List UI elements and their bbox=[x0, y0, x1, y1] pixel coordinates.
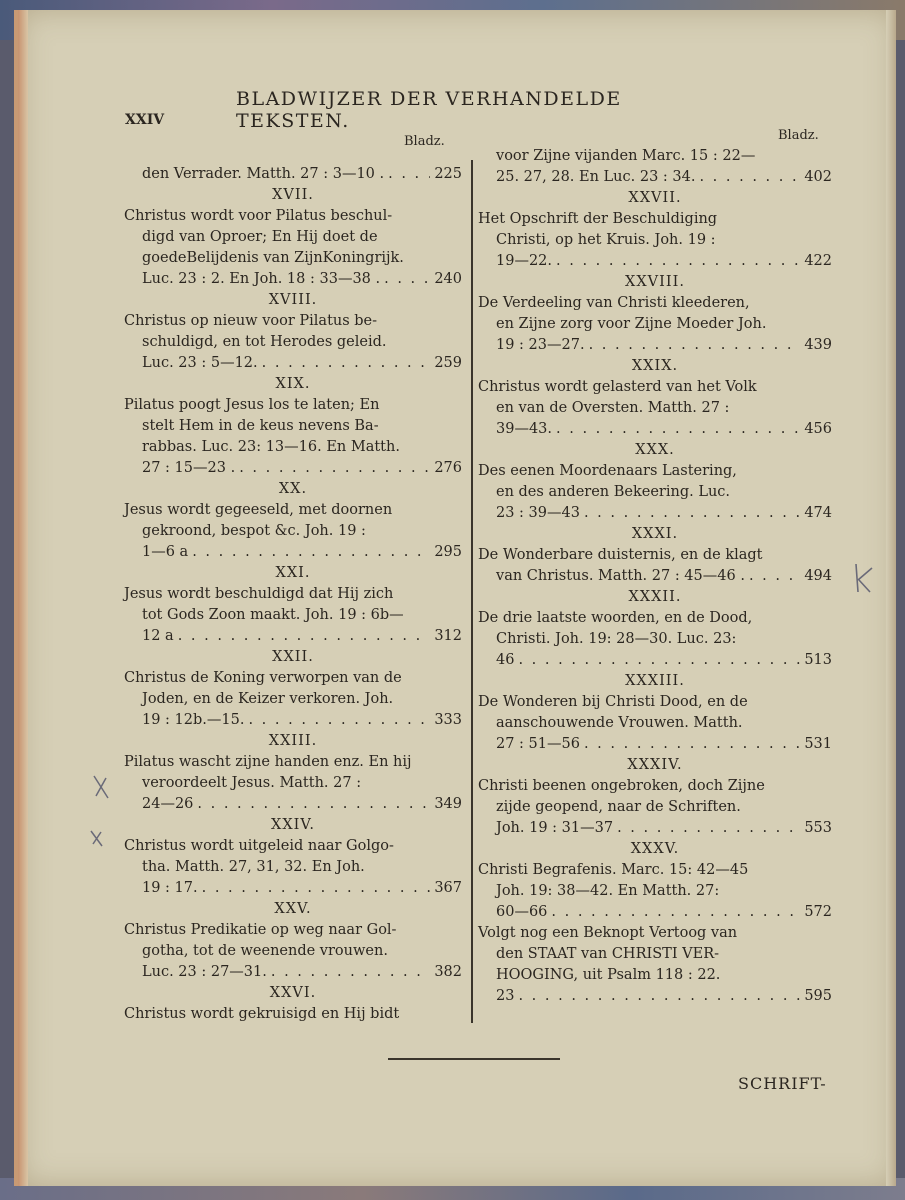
entry-line: Joden, en de Keizer verkoren. Joh. bbox=[142, 691, 394, 707]
entry-line: Christus wordt gelasterd van het Volk bbox=[478, 379, 757, 395]
entry-line: Christi Begrafenis. Marc. 15: 42—45 bbox=[478, 862, 749, 878]
dot-leader bbox=[617, 818, 800, 839]
entry-reference: 19 : 23—27. bbox=[496, 337, 585, 353]
entry-final-line bbox=[478, 251, 832, 272]
entry-line: en Zijne zorg voor Zijne Moeder Joh. bbox=[496, 316, 767, 332]
entry-line: De drie laatste woorden, en de Dood, bbox=[478, 610, 753, 626]
dot-leader bbox=[271, 962, 430, 983]
entry-line: Des eenen Moordenaars Lastering, bbox=[478, 463, 737, 479]
entry-page-number: 312 bbox=[434, 628, 462, 644]
entry-reference: 23 : 39—43 bbox=[496, 505, 580, 521]
entry-reference: Luc. 23 : 5—12. bbox=[142, 355, 258, 371]
section-numeral: XXXIII. bbox=[625, 673, 685, 689]
entry-line: en des anderen Bekeering. Luc. bbox=[496, 484, 731, 500]
entry-final-line bbox=[478, 167, 832, 188]
entry-line: schuldigd, en tot Herodes geleid. bbox=[142, 334, 387, 350]
page-edge-left bbox=[18, 10, 28, 1186]
entry-final-line bbox=[478, 986, 832, 1007]
section-numeral: XXX. bbox=[635, 442, 675, 458]
pencil-mark-x bbox=[90, 772, 112, 802]
right-column-heading: Bladz. bbox=[778, 128, 819, 143]
entry-page-number: 382 bbox=[434, 964, 462, 980]
section-numeral: XX. bbox=[278, 481, 308, 497]
section-numeral: XXIII. bbox=[268, 733, 318, 749]
entry-line: Joh. 19: 38—42. En Matth. 27: bbox=[496, 883, 720, 899]
entry-page-number: 456 bbox=[804, 421, 832, 437]
section-numeral: XVIII. bbox=[268, 292, 318, 308]
entry-reference: 46 bbox=[496, 652, 515, 668]
entry-line: Christus wordt voor Pilatus beschul- bbox=[124, 208, 393, 224]
entry-final-line bbox=[124, 458, 462, 479]
entry-line: aanschouwende Vrouwen. Matth. bbox=[496, 715, 743, 731]
section-numeral: XXXII. bbox=[628, 589, 682, 605]
entry-page-number: 553 bbox=[804, 820, 832, 836]
entry-line: Christus op nieuw voor Pilatus be- bbox=[124, 313, 378, 329]
page-title: BLADWIJZER DER VERHANDELDE TEKSTEN. bbox=[236, 88, 622, 132]
entry-page-number: 439 bbox=[804, 337, 832, 353]
entry-line: voor Zijne vijanden Marc. 15 : 22— bbox=[496, 148, 756, 164]
entry-reference: 60—66 bbox=[496, 904, 548, 920]
entry-line: gotha, tot de weenende vrouwen. bbox=[142, 943, 388, 959]
entry-line: Christus de Koning verworpen van de bbox=[124, 670, 402, 686]
entry-final-line bbox=[124, 794, 462, 815]
entry-page-number: 225 bbox=[434, 166, 462, 182]
entry-reference: 19—22. bbox=[496, 253, 553, 269]
entry-final-line bbox=[124, 164, 462, 185]
entry-reference: 23 bbox=[496, 988, 515, 1004]
footer-rule bbox=[388, 1058, 560, 1060]
entry-line: stelt Hem in de keus nevens Ba- bbox=[142, 418, 379, 434]
entry-page-number: 259 bbox=[434, 355, 462, 371]
dot-leader bbox=[262, 353, 431, 374]
entry-line: Het Opschrift der Beschuldiging bbox=[478, 211, 718, 227]
entry-line: Christi, op het Kruis. Joh. 19 : bbox=[496, 232, 716, 248]
dot-leader bbox=[551, 902, 800, 923]
section-numeral: XXXV. bbox=[630, 841, 680, 857]
section-numeral: XVII. bbox=[272, 187, 314, 203]
dot-leader bbox=[248, 710, 430, 731]
section-numeral: XIX. bbox=[275, 376, 311, 392]
dot-leader bbox=[384, 269, 430, 290]
entry-reference: Luc. 23 : 2. En Joh. 18 : 33—38 . bbox=[142, 271, 381, 287]
section-numeral: XXVI. bbox=[269, 985, 317, 1001]
entry-line: HOOGING, uit Psalm 118 : 22. bbox=[496, 967, 721, 983]
entry-final-line bbox=[124, 878, 462, 899]
dot-leader bbox=[584, 734, 800, 755]
dot-leader bbox=[556, 419, 800, 440]
entry-line: De Wonderen bij Christi Dood, en de bbox=[478, 694, 748, 710]
section-numeral: XXI. bbox=[275, 565, 311, 581]
entry-page-number: 531 bbox=[804, 736, 832, 752]
entry-line: Jesus wordt gegeeseld, met doornen bbox=[124, 502, 393, 518]
entry-final-line bbox=[124, 269, 462, 290]
entry-line: Pilatus wascht zijne handen enz. En hij bbox=[124, 754, 412, 770]
entry-final-line bbox=[478, 566, 832, 587]
entry-line: Pilatus poogt Jesus los te laten; En bbox=[124, 397, 380, 413]
entry-page-number: 276 bbox=[434, 460, 462, 476]
right-column bbox=[478, 146, 832, 1007]
dot-leader bbox=[192, 542, 430, 563]
section-numeral: XXVIII. bbox=[625, 274, 685, 290]
entry-line: goedeBelijdenis van ZijnKoningrijk. bbox=[142, 250, 404, 266]
entry-final-line bbox=[478, 419, 832, 440]
entry-line: Christus wordt uitgeleid naar Golgo- bbox=[124, 838, 394, 854]
page-edge-right bbox=[886, 10, 896, 1186]
entry-reference: 12 a bbox=[142, 628, 174, 644]
dot-leader bbox=[518, 986, 800, 1007]
entry-reference: den Verrader. Matth. 27 : 3—10 . bbox=[142, 166, 385, 182]
entry-line: Volgt nog een Beknopt Vertoog van bbox=[478, 925, 738, 941]
dot-leader bbox=[388, 164, 430, 185]
section-numeral: XXXIV. bbox=[627, 757, 683, 773]
entry-reference: 19 : 17. bbox=[142, 880, 198, 896]
entry-line: Christi. Joh. 19: 28—30. Luc. 23: bbox=[496, 631, 737, 647]
entry-final-line bbox=[124, 353, 462, 374]
dot-leader bbox=[556, 251, 800, 272]
entry-line: Christus Predikatie op weg naar Gol- bbox=[124, 922, 397, 938]
entry-line: De Verdeeling van Christi kleederen, bbox=[478, 295, 750, 311]
entry-line: Jesus wordt beschuldigd dat Hij zich bbox=[124, 586, 394, 602]
dot-leader bbox=[197, 794, 430, 815]
entry-page-number: 240 bbox=[434, 271, 462, 287]
book-page bbox=[14, 10, 896, 1186]
page-number: XXIV bbox=[125, 112, 165, 128]
entry-page-number: 494 bbox=[804, 568, 832, 584]
column-divider bbox=[471, 160, 473, 1023]
section-numeral: XXIX. bbox=[631, 358, 679, 374]
entry-reference: 1—6 a bbox=[142, 544, 189, 560]
entry-page-number: 402 bbox=[804, 169, 832, 185]
entry-line: tha. Matth. 27, 31, 32. En Joh. bbox=[142, 859, 365, 875]
entry-final-line bbox=[478, 650, 832, 671]
entry-final-line bbox=[478, 503, 832, 524]
dot-leader bbox=[178, 626, 431, 647]
dot-leader bbox=[589, 335, 801, 356]
entry-line: den STAAT van CHRISTI VER- bbox=[496, 946, 720, 962]
entry-reference: 24—26 bbox=[142, 796, 194, 812]
section-numeral: XXXI. bbox=[631, 526, 679, 542]
entry-line: tot Gods Zoon maakt. Joh. 19 : 6b— bbox=[142, 607, 404, 623]
entry-page-number: 367 bbox=[434, 880, 462, 896]
section-numeral: XXV. bbox=[274, 901, 312, 917]
left-column bbox=[124, 164, 462, 1025]
entry-line: De Wonderbare duisternis, en de klagt bbox=[478, 547, 763, 563]
section-numeral: XXVII. bbox=[628, 190, 682, 206]
entry-line: veroordeelt Jesus. Matth. 27 : bbox=[142, 775, 362, 791]
entry-page-number: 422 bbox=[804, 253, 832, 269]
entry-final-line bbox=[478, 734, 832, 755]
entry-line: Christi beenen ongebroken, doch Zijne bbox=[478, 778, 765, 794]
entry-page-number: 333 bbox=[434, 712, 462, 728]
entry-page-number: 474 bbox=[804, 505, 832, 521]
entry-final-line bbox=[124, 626, 462, 647]
entry-reference: 19 : 12b.—15. bbox=[142, 712, 245, 728]
entry-line: zijde geopend, naar de Schriften. bbox=[496, 799, 741, 815]
entry-reference: 27 : 15—23 . bbox=[142, 460, 236, 476]
entry-page-number: 349 bbox=[434, 796, 462, 812]
entry-final-line bbox=[124, 542, 462, 563]
left-column-heading: Bladz. bbox=[404, 134, 445, 149]
entry-reference: van Christus. Matth. 27 : 45—46 . bbox=[496, 568, 745, 584]
entry-page-number: 595 bbox=[804, 988, 832, 1004]
entry-reference: 25. 27, 28. En Luc. 23 : 34. bbox=[496, 169, 696, 185]
entry-final-line bbox=[124, 710, 462, 731]
dot-leader bbox=[749, 566, 800, 587]
section-numeral: XXII. bbox=[272, 649, 314, 665]
entry-line: gekroond, bespot &c. Joh. 19 : bbox=[142, 523, 366, 539]
entry-line: digd van Oproer; En Hij doet de bbox=[142, 229, 378, 245]
entry-reference: 39—43. bbox=[496, 421, 553, 437]
dot-leader bbox=[202, 878, 431, 899]
entry-reference: Luc. 23 : 27—31. bbox=[142, 964, 267, 980]
entry-final-line bbox=[478, 335, 832, 356]
pencil-mark-x bbox=[88, 828, 106, 850]
entry-reference: 27 : 51—56 bbox=[496, 736, 580, 752]
entry-final-line bbox=[478, 902, 832, 923]
entry-page-number: 295 bbox=[434, 544, 462, 560]
dot-leader bbox=[518, 650, 800, 671]
entry-page-number: 572 bbox=[804, 904, 832, 920]
dot-leader bbox=[239, 458, 430, 479]
entry-line: en van de Oversten. Matth. 27 : bbox=[496, 400, 730, 416]
entry-line: Christus wordt gekruisigd en Hij bidt bbox=[124, 1006, 400, 1022]
pencil-mark-check bbox=[848, 562, 876, 596]
entry-final-line bbox=[124, 962, 462, 983]
entry-page-number: 513 bbox=[804, 652, 832, 668]
dot-leader bbox=[584, 503, 800, 524]
entry-line: rabbas. Luc. 23: 13—16. En Matth. bbox=[142, 439, 400, 455]
dot-leader bbox=[699, 167, 800, 188]
catchword: SCHRIFT- bbox=[738, 1074, 827, 1093]
entry-reference: Joh. 19 : 31—37 bbox=[496, 820, 614, 836]
entry-final-line bbox=[478, 818, 832, 839]
section-numeral: XXIV. bbox=[271, 817, 315, 833]
